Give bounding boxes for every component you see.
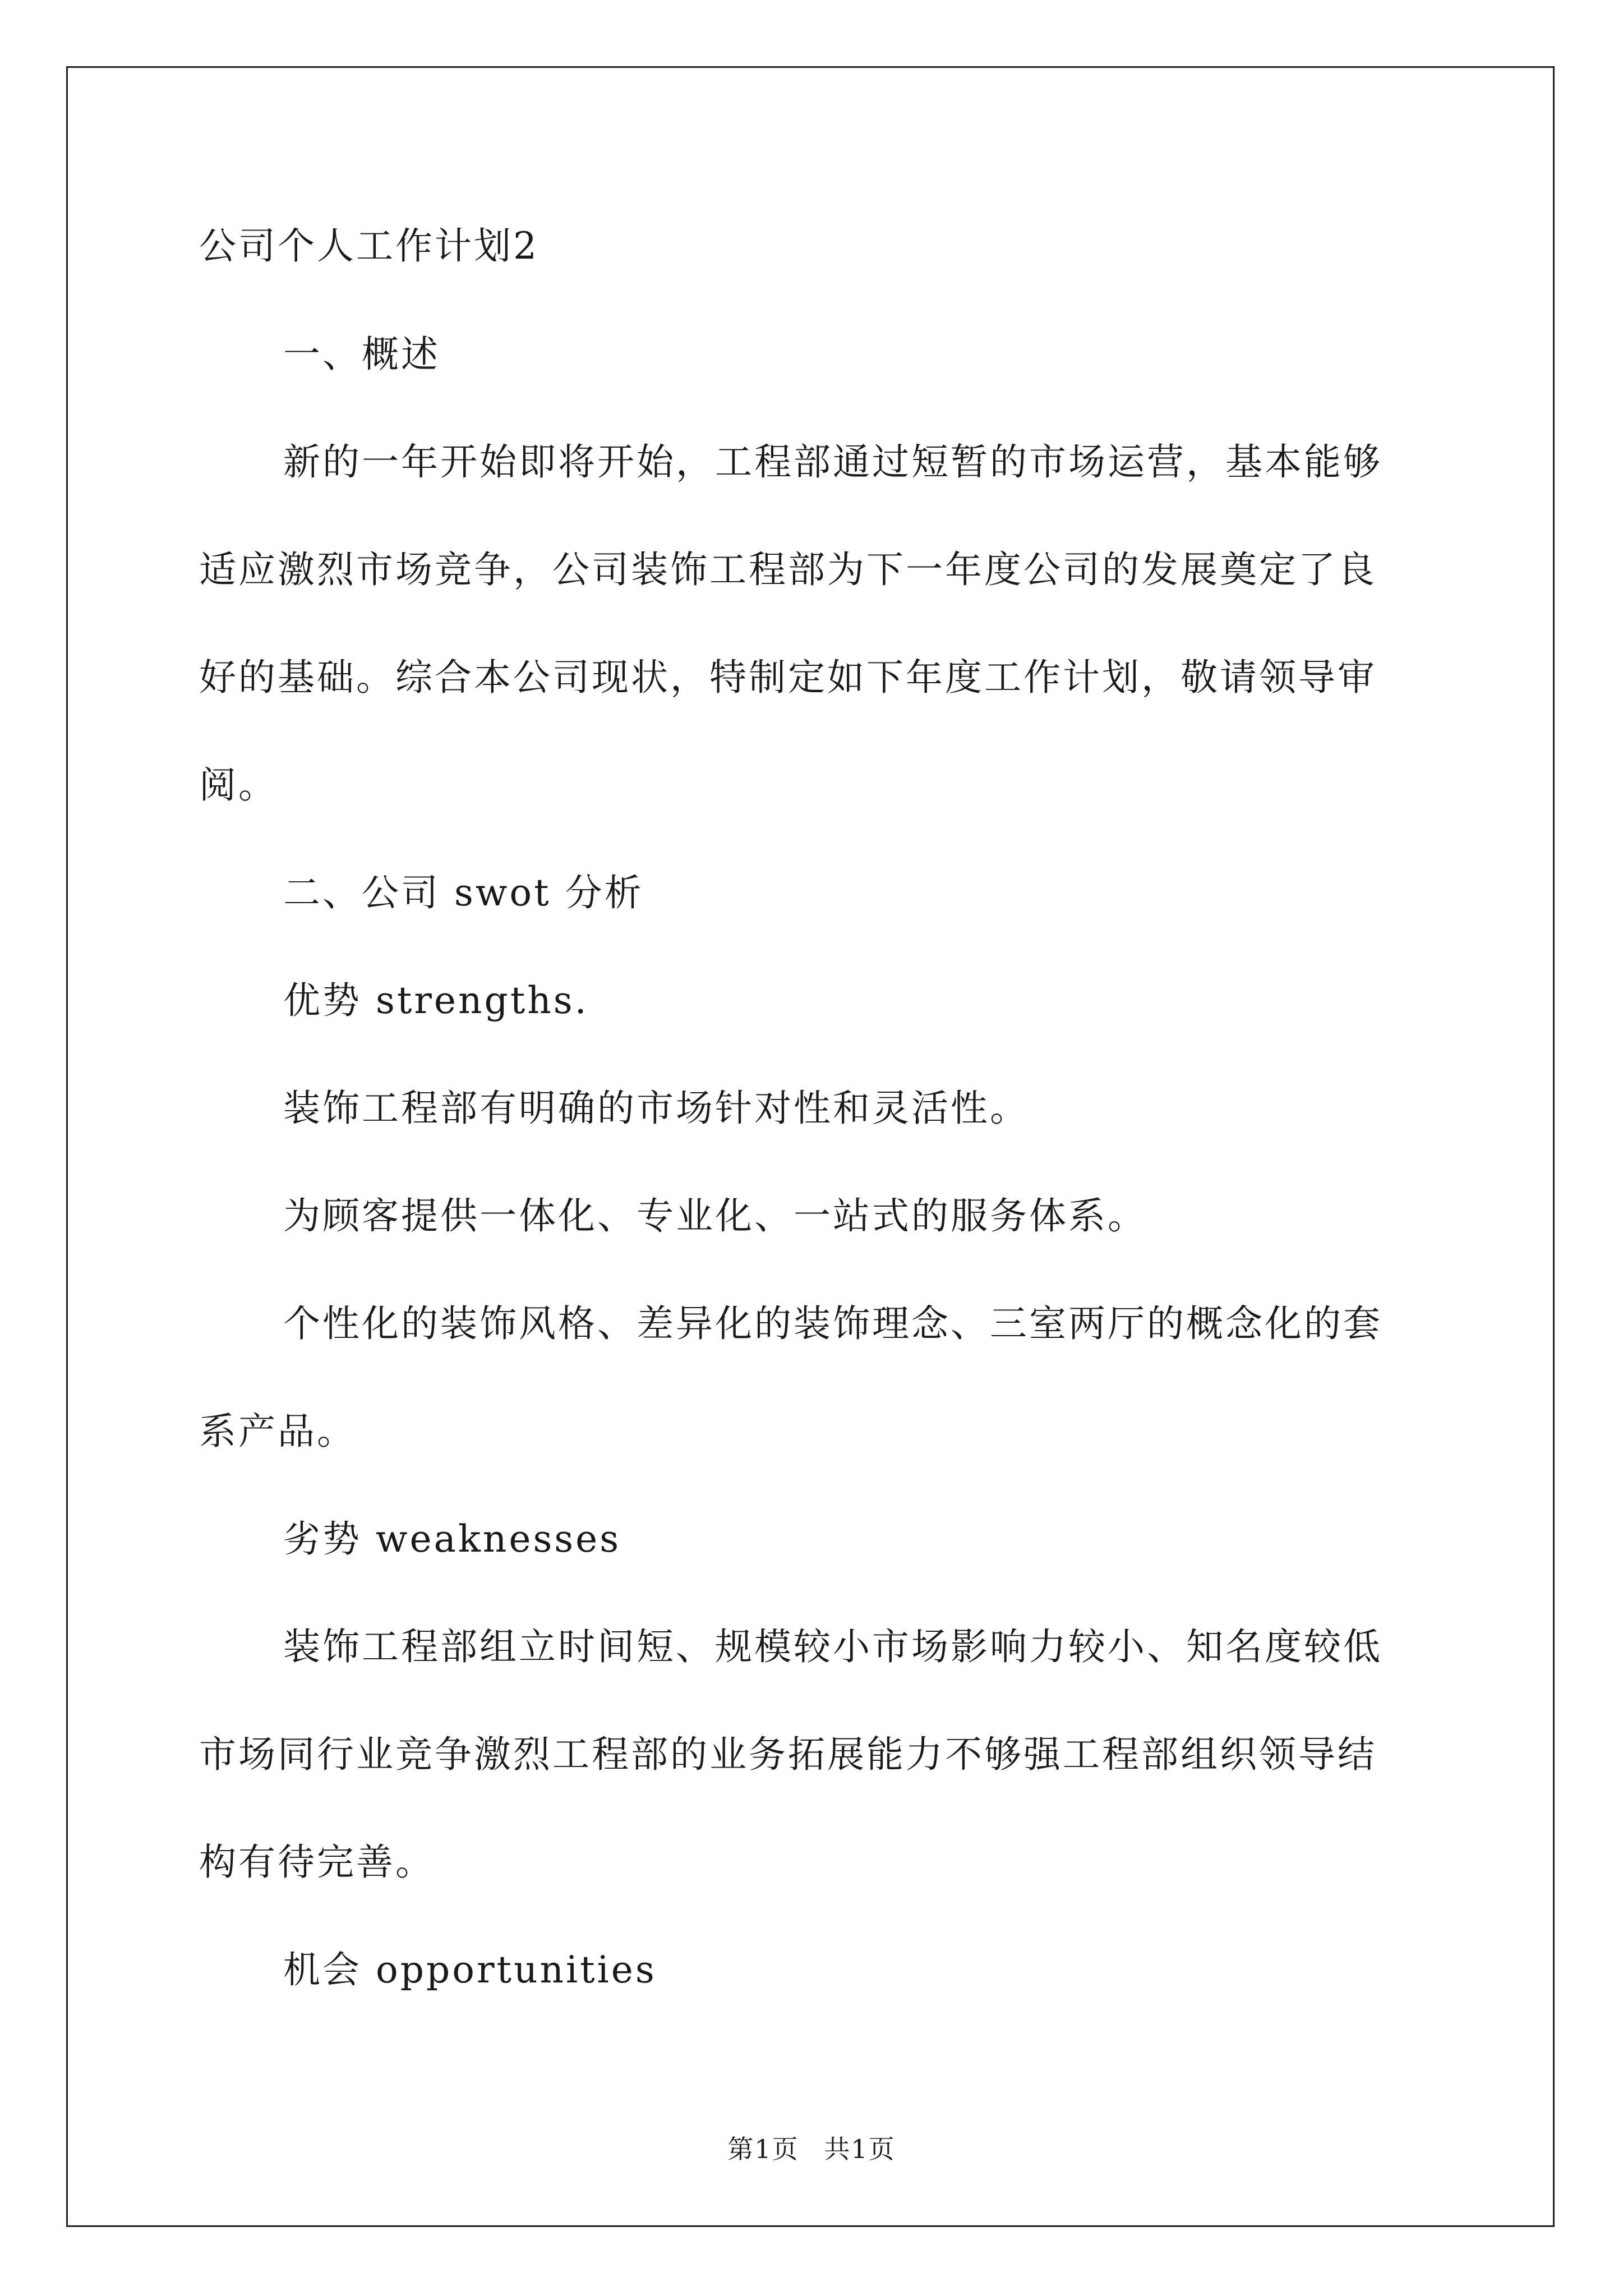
paragraph-line: 装饰工程部有明确的市场针对性和灵活性。 (283, 1087, 1029, 1130)
paragraph-line: 市场同行业竞争激烈工程部的业务拓展能力不够强工程部组织领导结 (199, 1733, 1377, 1776)
page-border (66, 66, 1555, 2227)
document-title: 公司个人工作计划2 (199, 224, 539, 268)
paragraph-line: 好的基础。综合本公司现状，特制定如下年度工作计划，敬请领导审 (199, 656, 1377, 699)
section-heading-overview: 一、概述 (283, 333, 440, 376)
subheading-strengths: 优势 strengths. (283, 979, 589, 1022)
paragraph-line: 阅。 (199, 763, 278, 807)
section-heading-swot: 二、公司 swot 分析 (283, 871, 644, 914)
page-footer (0, 2129, 1623, 2166)
paragraph-line: 系产品。 (199, 1410, 356, 1453)
paragraph-line: 个性化的装饰风格、差异化的装饰理念、三室两厅的概念化的套 (283, 1302, 1382, 1345)
paragraph-line: 新的一年开始即将开始，工程部通过短暂的市场运营，基本能够 (283, 440, 1382, 484)
paragraph-line: 为顾客提供一体化、专业化、一站式的服务体系。 (283, 1194, 1147, 1237)
subheading-weaknesses: 劣势 weaknesses (283, 1517, 621, 1561)
page-number-current: 第1页 (727, 2134, 799, 2164)
page-number-total: 共1页 (824, 2134, 896, 2164)
paragraph-line: 适应激烈市场竞争，公司装饰工程部为下一年度公司的发展奠定了良 (199, 548, 1377, 591)
paragraph-line: 装饰工程部组立时间短、规模较小市场影响力较小、知名度较低 (283, 1625, 1382, 1668)
subheading-opportunities: 机会 opportunities (283, 1948, 657, 1991)
paragraph-line: 构有待完善。 (199, 1841, 435, 1884)
